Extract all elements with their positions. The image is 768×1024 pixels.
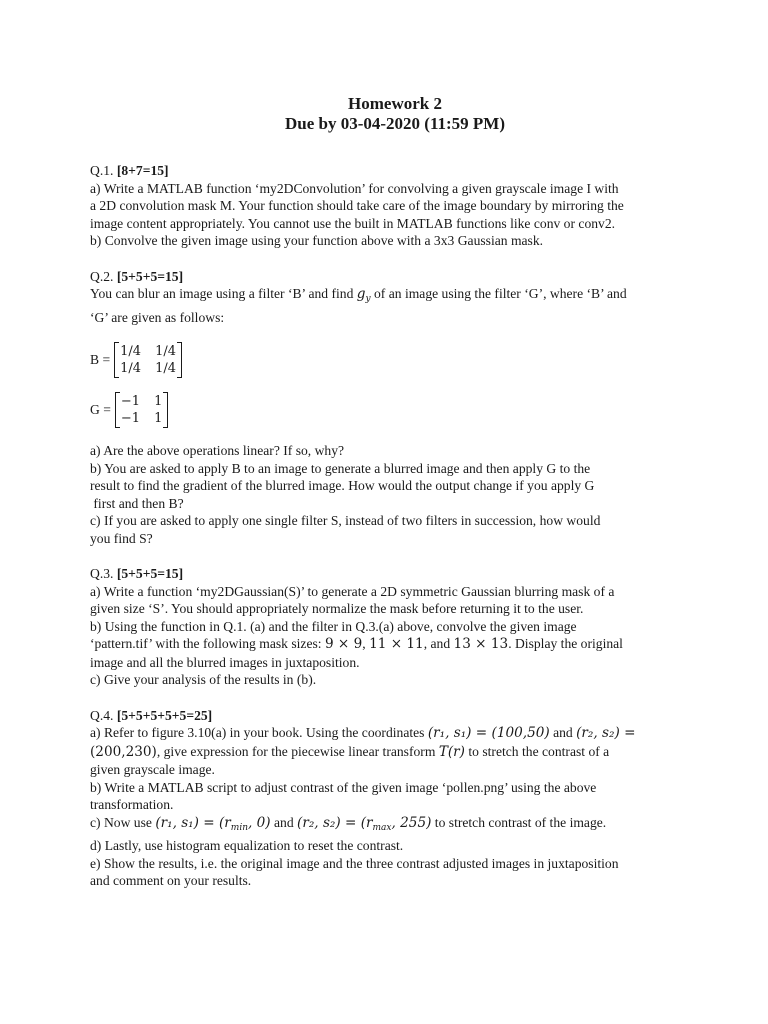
question-4-label: Q.4.	[90, 707, 114, 723]
matrix-b-cell: 1/4	[155, 361, 176, 376]
matrix-g-cell: 1	[154, 411, 163, 426]
question-4-line	[90, 724, 690, 743]
question-2	[90, 268, 690, 548]
question-4-line: e) Show the results, i.e. the original image and the three contrast adjusted images in juxtaposition	[90, 855, 619, 871]
matrix-b-cell: 1/4	[120, 344, 142, 359]
separator: ,	[362, 636, 370, 651]
question-3-text: ‘pattern.tif’ with the following mask sizes:	[90, 636, 325, 651]
question-2-line: b) You are asked to apply B to an image to generate a blurred image and then apply G to the	[90, 460, 591, 476]
question-3-label: Q.3.	[90, 566, 114, 581]
question-1	[90, 162, 690, 250]
due-date: Due by 03-04-2020 (11:59 PM)	[284, 114, 506, 133]
mask-size: 13 × 13	[453, 636, 509, 652]
document-title: Homework 2	[348, 94, 442, 113]
question-1-line: a) Write a MATLAB function ‘my2DConvolution’ for convolving a given grayscale image I with	[90, 180, 619, 196]
coordinate-value: (200,230)	[90, 743, 157, 760]
question-2-header	[90, 268, 690, 286]
question-4-line	[90, 743, 690, 762]
question-2-intro-b: of an image using the filter ‘G’, where ‘B’ and	[370, 286, 627, 301]
question-2-label: Q.2.	[90, 268, 114, 284]
question-4-text: and	[549, 725, 577, 740]
question-1-line: image content appropriately. You cannot use the built in MATLAB functions like conv or conv2.	[90, 215, 616, 231]
question-1-line: a 2D convolution mask M. Your function should take care of the image boundary by mirroring the	[90, 198, 624, 213]
question-4-header	[90, 707, 690, 725]
question-1-header	[90, 162, 690, 180]
homework-page	[90, 94, 690, 890]
question-2-intro-a: You can blur an image using a filter ‘B’ and find	[90, 286, 357, 301]
question-2-marks: [5+5+5=15]	[116, 268, 184, 284]
coordinate-expression: (r₁, $s_1) = (r_{min}$, 0)	[155, 814, 271, 833]
question-2-line: first and then B?	[90, 495, 184, 511]
question-3-text: . Display the original	[508, 636, 623, 651]
gy-variable: $g_y$	[356, 286, 371, 304]
question-2-intro-line2: ‘G’ are given as follows:	[90, 309, 225, 325]
matrix-g-cell: 1	[154, 394, 163, 409]
question-3-line: a) Write a function ‘my2DGaussian(S)’ to generate a 2D symmetric Gaussian blurring mask of a	[90, 583, 615, 599]
question-4-line: b) Write a MATLAB script to adjust contrast of the given image ‘pollen.png’ using the above	[90, 779, 597, 795]
question-4-line: given grayscale image.	[90, 762, 215, 777]
question-4-text: to stretch contrast of the image.	[431, 814, 607, 830]
matrix-b	[114, 342, 182, 378]
matrix-g	[115, 392, 168, 428]
matrix-g-cell: −1	[120, 411, 141, 426]
question-2-line: result to find the gradient of the blurred image. How would the output change if you apply G	[90, 478, 595, 493]
matrix-g-cell: −1	[120, 394, 141, 409]
question-2-line: c) If you are asked to apply one single filter S, instead of two filters in succession, how would	[90, 513, 601, 528]
question-2-intro	[90, 285, 690, 309]
coordinate-expression: (r₁, s₁) = (100,50)	[427, 725, 550, 741]
question-4-line: transformation.	[90, 797, 174, 812]
matrix-g-row	[90, 392, 690, 428]
question-4-text: , give expression for the piecewise linear transform	[156, 743, 439, 759]
mask-size: 9 × 9	[324, 636, 363, 652]
question-3	[90, 565, 690, 689]
matrix-g-label: G =	[90, 402, 111, 418]
question-3-line: image and all the blurred images in juxtaposition.	[90, 654, 360, 670]
question-1-label: Q.1.	[90, 163, 114, 178]
question-3-line: given size ‘S’. You should appropriately normalize the mask before returning it to the user.	[90, 601, 584, 616]
question-4-text: c) Now use	[90, 814, 156, 830]
question-1-line: b) Convolve the given image using your function above with a 3x3 Gaussian mask.	[90, 233, 544, 248]
question-3-line: b) Using the function in Q.1. (a) and the filter in Q.3.(a) above, convolve the given image	[90, 618, 577, 634]
question-4-line	[90, 814, 690, 838]
matrix-b-row	[90, 342, 690, 378]
question-2-line: a) Are the above operations linear? If so, why?	[90, 443, 345, 458]
question-1-marks: [8+7=15]	[116, 163, 169, 178]
question-4-text: a) Refer to figure 3.10(a) in your book. Using the coordinates	[90, 725, 428, 740]
matrix-b-label: B =	[90, 352, 111, 368]
question-3-marks: [5+5+5=15]	[116, 566, 184, 581]
separator: , and	[423, 636, 454, 651]
mask-size: 11 × 11	[369, 636, 424, 652]
question-3-line: c) Give your analysis of the results in (b).	[90, 672, 317, 687]
coordinate-expression: (r₂, s₂) =	[576, 725, 636, 741]
question-4-line: d) Lastly, use histogram equalization to reset the contrast.	[90, 838, 404, 853]
question-4-marks: [5+5+5+5+5=25]	[116, 707, 213, 723]
question-2-line: you find S?	[90, 530, 153, 546]
question-4-text: and	[270, 814, 298, 830]
question-4-line: and comment on your results.	[90, 873, 252, 888]
transform-expression: T(r)	[438, 743, 465, 760]
question-3-mask-sizes-line	[90, 635, 690, 654]
question-4	[90, 707, 690, 890]
question-3-header	[90, 565, 690, 583]
matrix-b-cell: 1/4	[155, 344, 176, 359]
coordinate-expression: (r₂, $s_2) = (r_{max}$, 255)	[297, 814, 432, 833]
matrix-b-cell: 1/4	[120, 361, 142, 376]
question-4-text: to stretch the contrast of a	[465, 743, 610, 759]
